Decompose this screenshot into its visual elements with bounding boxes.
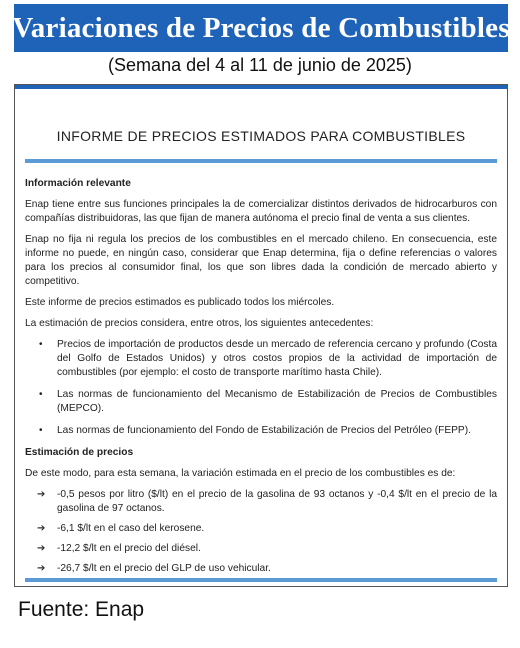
list-item-text: Las normas de funcionamiento del Fondo de Estabilización de Precios del Petróleo (FEPP).	[57, 425, 471, 436]
page-title: Variaciones de Precios de Combustibles	[12, 11, 510, 44]
list-item	[25, 388, 497, 416]
arrow-right-icon: ➔	[37, 563, 46, 574]
list-item	[25, 488, 497, 516]
report-heading: INFORME DE PRECIOS ESTIMADOS PARA COMBUSTIBLES	[56, 128, 466, 144]
list-item	[25, 542, 497, 556]
list-item-text: Las normas de funcionamiento del Mecanismo de Estabilización de Precios de Combustibles (MEPCO).	[57, 389, 497, 414]
title-banner	[14, 4, 508, 52]
header-divider	[25, 159, 497, 163]
report-body	[25, 177, 497, 582]
list-item	[25, 522, 497, 536]
section-heading-price-estimate: Estimación de precios	[25, 447, 134, 458]
paragraph: Enap no fija ni regula los precios de los combustibles en el mercado chileno. En consecuencia, este informe no puede, en ningún caso, considerar que Enap determina, fija o define referencias o valores para los precios al consumidor final, los que son libres dada la condición de mercado abierto y competitivo.	[25, 234, 497, 287]
list-item	[25, 338, 497, 380]
arrow-right-icon: ➔	[37, 543, 46, 554]
arrow-right-icon: ➔	[37, 523, 46, 534]
report-top-bar	[15, 85, 507, 89]
list-item-text: Precios de importación de productos desde un mercado de referencia cercano y profundo (Costa del Golfo de Estados Unidos) y otros costos propios de la actividad de importación de combustibles (por ejemplo: el costo de transporte marítimo hasta Chile).	[57, 339, 497, 378]
arrow-right-icon: ➔	[37, 489, 46, 500]
antecedents-list	[25, 338, 497, 438]
bullet-icon: •	[39, 389, 43, 400]
list-item-text: -26,7 $/lt en el precio del GLP de uso vehicular.	[57, 563, 271, 574]
list-item-text: -0,5 pesos por litro ($/lt) en el precio de la gasolina de 93 octanos y -0,4 $/lt en el precio de la gasolina de 97 octanos.	[57, 489, 497, 514]
source-caption: Fuente: Enap	[18, 598, 145, 621]
list-item	[25, 562, 497, 576]
report-panel	[14, 84, 508, 587]
paragraph: La estimación de precios considera, entre otros, los siguientes antecedentes:	[25, 318, 374, 329]
bullet-icon: •	[39, 425, 43, 436]
list-item	[25, 424, 497, 438]
paragraph: Este informe de precios estimados es publicado todos los miércoles.	[25, 297, 335, 308]
section-heading-relevant-info: Información relevante	[25, 178, 131, 189]
list-item-text: -6,1 $/lt en el caso del kerosene.	[57, 523, 205, 534]
list-item-text: -12,2 $/lt en el precio del diésel.	[57, 543, 201, 554]
week-subtitle: (Semana del 4 al 11 de junio de 2025)	[108, 55, 412, 75]
paragraph: Enap tiene entre sus funciones principales la de comercializar distintos derivados de hidrocarburos con compañías distribuidoras, las que fijan de manera autónoma el precio final de venta a sus clientes.	[25, 199, 497, 224]
bullet-icon: •	[39, 339, 43, 350]
paragraph: De este modo, para esta semana, la variación estimada en el precio de los combustibles es de:	[25, 468, 456, 479]
footer-divider	[25, 578, 497, 582]
price-variation-list	[25, 488, 497, 576]
